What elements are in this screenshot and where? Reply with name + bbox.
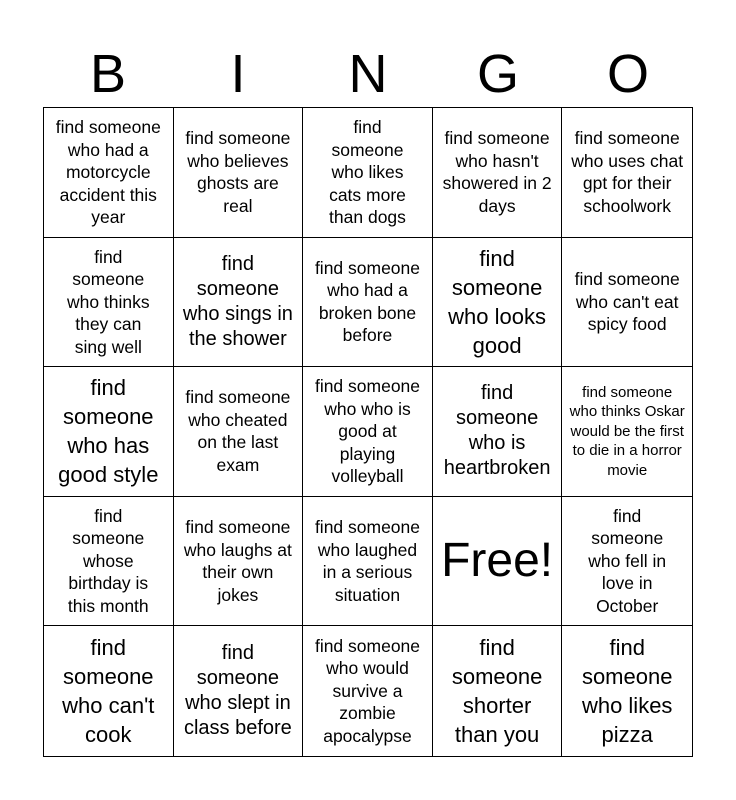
bingo-cell[interactable] xyxy=(44,626,174,756)
cell-text: find someone who who is good at playing volleyball xyxy=(314,376,421,487)
cell-text: find someone who looks good xyxy=(448,245,547,358)
cell-text: find someone who cheated on the last exam xyxy=(185,387,291,475)
bingo-cell[interactable] xyxy=(562,497,692,627)
cell-text: find someone who can't cook xyxy=(62,635,155,748)
header-letter-o: O xyxy=(606,44,649,104)
cell-text: find someone who laughed in a serious situation xyxy=(314,517,421,605)
header-letter-n: N xyxy=(348,44,388,104)
cell-text: find someone who fell in love in October xyxy=(588,505,667,616)
cell-text: find someone who has good style xyxy=(58,375,159,488)
bingo-cell[interactable] xyxy=(433,238,563,368)
cell-text: find someone who thinks Oskar would be the first to die in a horror movie xyxy=(569,383,685,479)
cell-text: find someone who likes pizza xyxy=(581,635,673,748)
bingo-cell[interactable] xyxy=(44,238,174,368)
bingo-cell[interactable] xyxy=(174,108,304,238)
header-letter-i: I xyxy=(230,44,246,104)
cell-text: find someone shorter than you xyxy=(451,635,543,748)
cell-text: find someone who sings in the shower xyxy=(182,252,293,350)
bingo-cell[interactable] xyxy=(44,497,174,627)
bingo-cell[interactable] xyxy=(174,497,304,627)
cell-text: find someone who had a motorcycle accident this year xyxy=(55,117,161,228)
bingo-cell[interactable] xyxy=(303,497,433,627)
bingo-cell[interactable] xyxy=(562,238,692,368)
bingo-cell[interactable] xyxy=(44,108,174,238)
bingo-cell[interactable] xyxy=(433,108,563,238)
cell-text: find someone who can't eat spicy food xyxy=(574,269,680,335)
bingo-cell[interactable] xyxy=(562,367,692,497)
cell-text: find someone who had a broken bone before xyxy=(314,257,421,346)
bingo-cell[interactable] xyxy=(303,626,433,756)
bingo-cell[interactable] xyxy=(433,626,563,756)
bingo-header xyxy=(43,40,693,108)
cell-text: find someone who slept in class before xyxy=(183,642,292,740)
cell-text: find someone who thinks they can sing well xyxy=(66,246,150,357)
bingo-cell[interactable] xyxy=(433,367,563,497)
bingo-cell[interactable] xyxy=(174,367,304,497)
cell-text: find someone who likes cats more than dogs xyxy=(329,117,406,228)
bingo-cell[interactable] xyxy=(174,626,304,756)
cell-text: find someone who uses chat gpt for their schoolwork xyxy=(571,128,684,216)
cell-text: find someone who would survive a zombie apocalypse xyxy=(314,635,421,746)
cell-text: find someone who believes ghosts are real xyxy=(185,128,291,216)
cell-text: find someone who is heartbroken xyxy=(443,382,551,480)
cell-text: find someone who laughs at their own jokes xyxy=(183,517,292,605)
header-letter-b: B xyxy=(89,44,127,104)
bingo-cell[interactable] xyxy=(174,238,304,368)
cell-text: find someone who hasn't showered in 2 days xyxy=(442,128,552,216)
header-letter-g: G xyxy=(476,44,519,104)
bingo-cell[interactable] xyxy=(303,367,433,497)
bingo-cell[interactable] xyxy=(562,108,692,238)
cell-text: find someone whose birthday is this month xyxy=(67,505,149,616)
bingo-cell[interactable] xyxy=(303,238,433,368)
bingo-cell[interactable] xyxy=(303,108,433,238)
free-space[interactable] xyxy=(433,497,563,627)
bingo-grid xyxy=(43,107,693,757)
bingo-cell[interactable] xyxy=(562,626,692,756)
bingo-cell[interactable] xyxy=(44,367,174,497)
free-space-label: Free! xyxy=(441,534,554,588)
